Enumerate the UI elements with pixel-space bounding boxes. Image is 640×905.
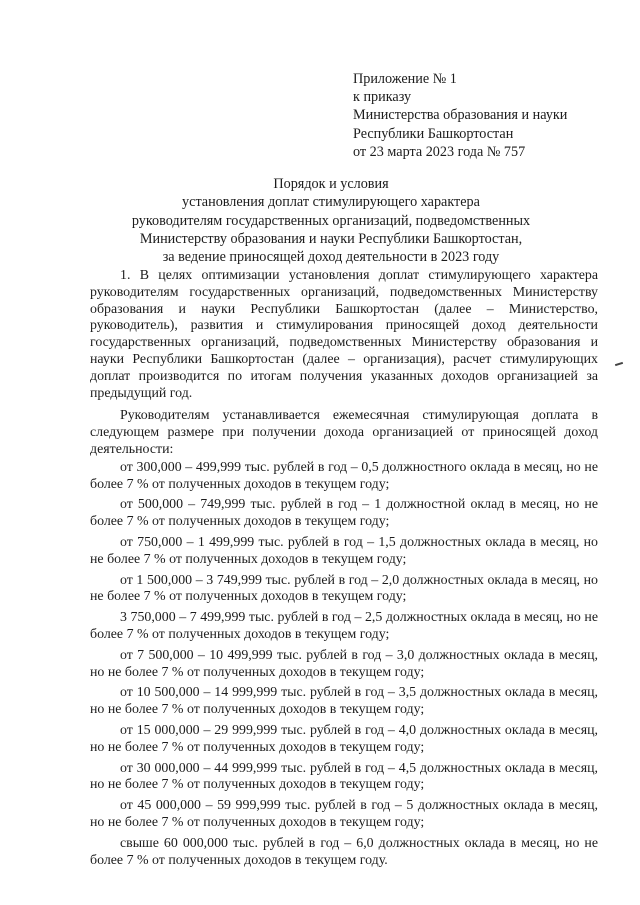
tier-item: от 45 000,000 – 59 999,999 тыс. рублей в год – 5 должностных оклада в месяц, но не более 7 % от полученных доходов в текущем году; — [90, 798, 598, 830]
tier-item: 3 750,000 – 7 499,999 тыс. рублей в год – 2,5 должностных оклада в месяц, но не более 7 % от полученных доходов в текущем году; — [90, 610, 598, 642]
tier-item: от 7 500,000 – 10 499,999 тыс. рублей в год – 3,0 должностных оклада в месяц, но не более 7 % от полученных доходов в текущем году; — [90, 647, 598, 680]
title-line-1: Порядок и условия — [273, 176, 389, 192]
tier-item: от 10 500,000 – 14 999,999 тыс. рублей в год – 3,5 должностных оклада в месяц, но не более 7 % от полученных доходов в текущем году; — [90, 685, 598, 718]
tier-item: от 750,000 – 1 499,999 тыс. рублей в год – 1,5 должностных оклада в месяц, но не более 7 % от полученных доходов в текущем году; — [90, 534, 598, 567]
tier-item: свыше 60 000,000 тыс. рублей в год – 6,0 должностных оклада в месяц, но не более 7 % от полученных доходов в текущем году. — [90, 835, 598, 868]
appendix-republic: Республики Башкортостан — [353, 125, 514, 142]
document-title — [96, 175, 566, 266]
appendix-number: Приложение № 1 — [353, 71, 457, 87]
title-line-4: Министерству образования и науки Республики Башкортостан, — [139, 230, 523, 247]
appendix-date: от 23 марта 2023 года № 757 — [353, 143, 526, 160]
paragraph-2: Руководителям устанавливается ежемесячная стимулирующая доплата в следующем размере при получении дохода организацией от приносящей доход деятельности: — [90, 408, 598, 457]
title-line-2: установления доплат стимулирующего характера — [182, 194, 480, 211]
tier-item: от 30 000,000 – 44 999,999 тыс. рублей в год – 4,5 должностных оклада в месяц, но не более 7 % от полученных доходов в текущем году; — [90, 760, 598, 793]
title-line-3: руководителям государственных организаций, подведомственных — [131, 212, 531, 229]
tier-item: от 500,000 – 749,999 тыс. рублей в год – 1 должностной оклад в месяц, но не более 7 % от полученных доходов в текущем году; — [90, 497, 598, 530]
document-body — [90, 268, 598, 873]
tier-item: от 15 000,000 – 29 999,999 тыс. рублей в год – 4,0 должностных оклада в месяц, но не более 7 % от полученных доходов в текущем году; — [90, 722, 598, 755]
tier-item: от 300,000 – 499,999 тыс. рублей в год – 0,5 должностного оклада в месяц, но не более 7 % от полученных доходов в текущем году; — [90, 459, 598, 492]
tier-item: от 1 500,000 – 3 749,999 тыс. рублей в год – 2,0 должностных оклада в месяц, но не более 7 % от полученных доходов в текущем году; — [90, 572, 598, 605]
paragraph-1: 1. В целях оптимизации установления доплат стимулирующего характера руководителям государственных организаций, подведомственных Министерству образования и науки Республики Башкортостан (далее – Министерство, руководитель), развития и стимулирования приносящей доход деятельности государственных организаций, подведомственных Министерству образования и науки Республики Башкортостан (далее – организация), расчет стимулирующих доплат производится по итогам получения указанных доходов организацией за предыдущий год. — [90, 268, 598, 401]
appendix-ministry: Министерства образования и науки — [353, 107, 568, 124]
appendix-header — [353, 70, 567, 161]
appendix-order-ref: к приказу — [353, 89, 412, 106]
margin-pen-mark — [615, 362, 623, 366]
title-line-5: за ведение приносящей доход деятельности в 2023 году — [162, 249, 500, 266]
